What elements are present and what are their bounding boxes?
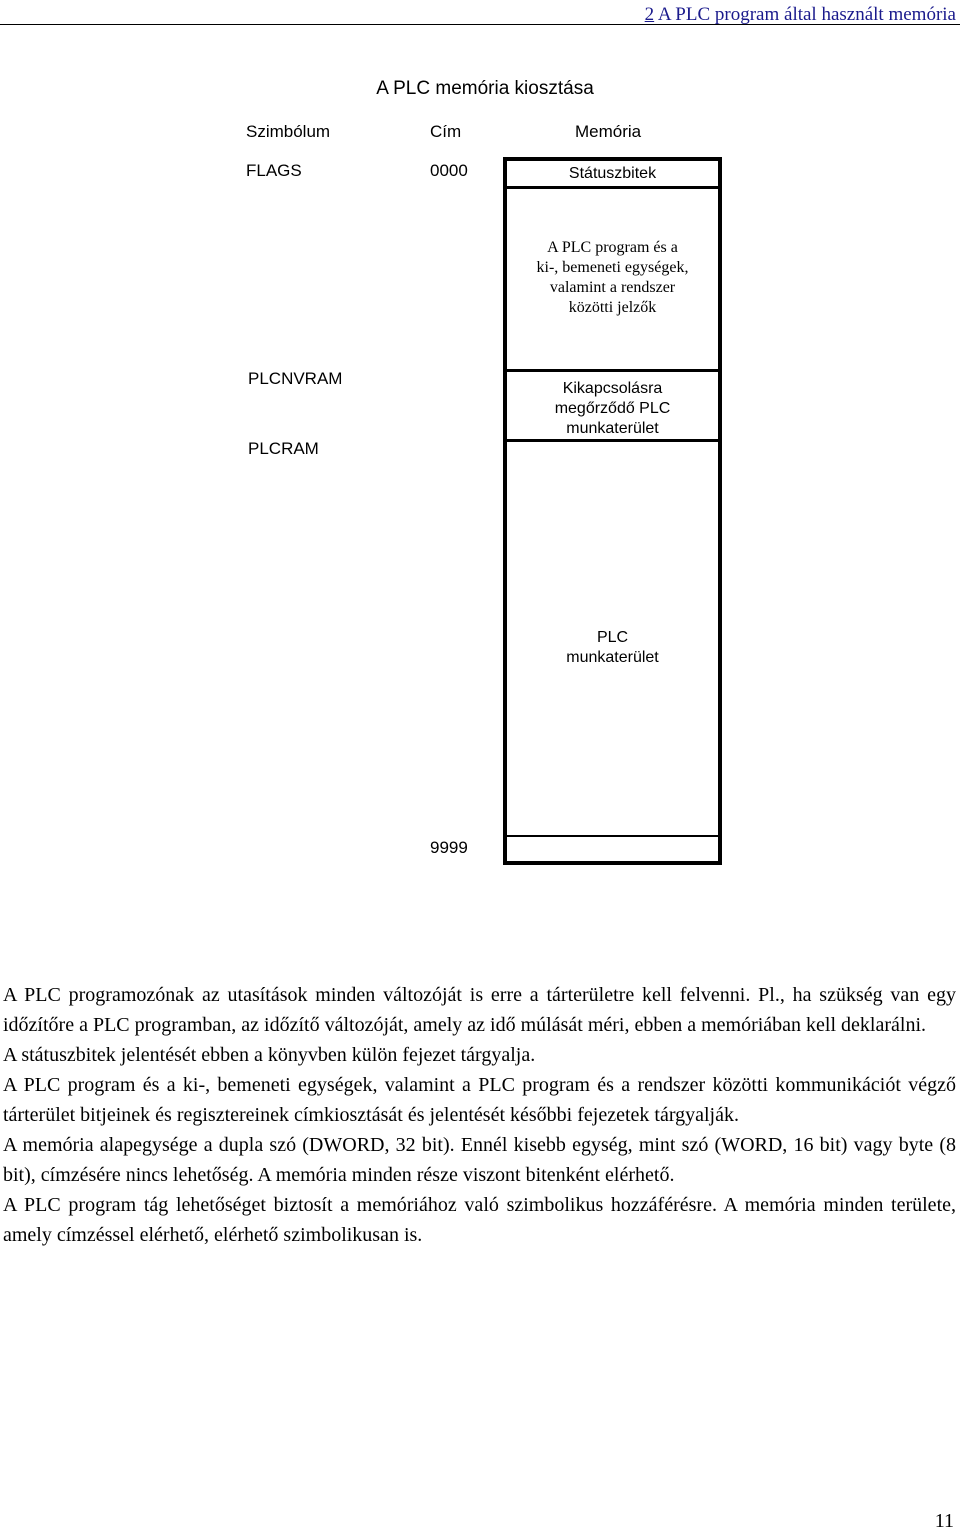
chapter-number-link[interactable]: 2 [644,4,655,25]
block-work-line: munkaterület [566,649,659,666]
block-status-bits: Státuszbitek [568,165,657,182]
column-header-symbol: Szimbólum [246,122,331,141]
address-end: 9999 [430,838,468,857]
memory-map [503,157,722,865]
block-flags [507,238,718,318]
body-text [3,980,956,1250]
symbol-plcram: PLCRAM [248,439,319,458]
running-header [645,4,956,26]
figure-title: A PLC memória kiosztása [376,78,594,99]
column-header-memory: Memória [575,122,642,141]
divider-nonvolatile [507,439,718,442]
divider-status [507,186,718,189]
address-start: 0000 [430,161,468,180]
block-flags-line: A PLC program és a [547,239,678,256]
block-nv-line: Kikapcsolásra [562,380,663,397]
page-number: 11 [934,1510,954,1532]
symbol-flags: FLAGS [246,161,302,180]
block-flags-line: közötti jelzők [568,299,657,316]
block-flags-line: valamint a rendszer [549,279,676,296]
column-header-address: Cím [430,122,462,141]
block-work-area [507,628,718,668]
chapter-title: A PLC program által használt memória [657,4,956,25]
paragraph: A PLC program és a ki-, bemeneti egységek, valamint a PLC program és a rendszer közötti kommunikációt végző tárterület bitjeinek és regisztereinek címkiosztását és jelentését későbbi fejezetek tárgyalják. [3,1074,956,1126]
block-work-line: PLC [596,629,629,646]
block-nv-line: megőrződő PLC [554,400,671,417]
paragraph: A státuszbitek jelentését ebben a könyvben külön fejezet tárgyalja. [3,1044,536,1066]
paragraph: A PLC programozónak az utasítások minden változóját is erre a tárterületre kell felvenni. Pl., ha szükség van egy időzítőre a PLC programban, az időzítő változóját, amely az idő múlását méri, ebben a memóriában kell deklarálni. [3,984,956,1036]
divider-end [507,835,718,837]
divider-flags [507,369,718,372]
block-flags-line: ki-, bemeneti egységek, [536,259,689,276]
paragraph: A PLC program tág lehetőséget biztosít a memóriához való szimbolikus hozzáférésre. A memória minden területe, amely címzéssel elérhető, elérhető szimbolikusan is. [3,1194,956,1246]
header-rule [0,24,960,25]
block-nonvolatile [507,379,718,439]
symbol-plcnvram: PLCNVRAM [248,369,343,388]
block-nv-line: munkaterület [566,420,659,437]
paragraph: A memória alapegysége a dupla szó (DWORD, 32 bit). Ennél kisebb egység, mint szó (WORD, 16 bit) vagy byte (8 bit), címzésére nincs lehetőség. A memória minden része viszont bitenként elérhető. [3,1134,956,1186]
